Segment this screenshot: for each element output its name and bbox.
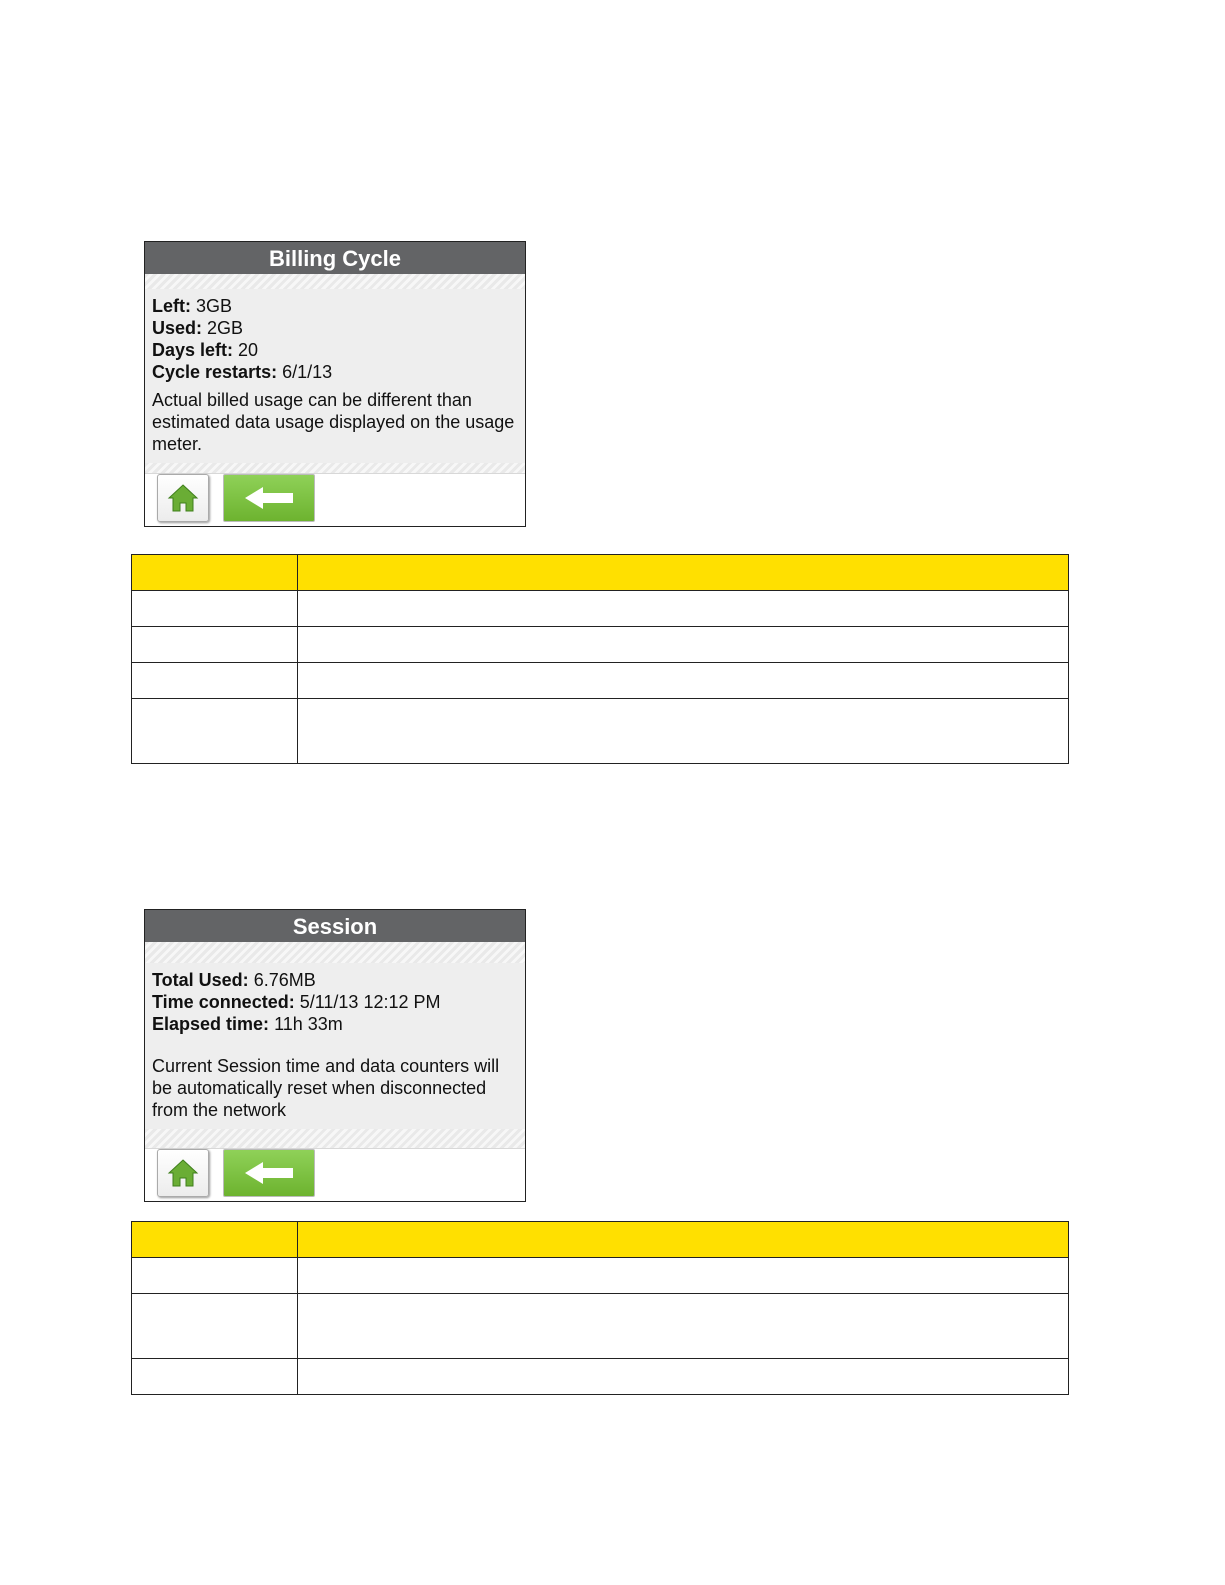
- left-field: Left: 3GB: [152, 296, 233, 316]
- screen-footer: [145, 1148, 525, 1201]
- used-field: Used: 2GB: [152, 318, 244, 338]
- back-button[interactable]: [223, 474, 315, 522]
- days-left-field: Days left: 20: [152, 340, 259, 360]
- total-used-field: Total Used: 6.76MB: [152, 970, 316, 990]
- divider: [145, 942, 525, 963]
- table-header-row: [132, 555, 1069, 591]
- divider: [145, 274, 525, 289]
- table-cell: [132, 1258, 298, 1294]
- table-header-row: [132, 1222, 1069, 1258]
- billing-info-table: [131, 554, 1069, 764]
- table-cell: [298, 627, 1069, 663]
- table-cell: [298, 591, 1069, 627]
- session-info-table: [131, 1221, 1069, 1395]
- home-button[interactable]: [157, 474, 209, 522]
- divider: [145, 1129, 525, 1148]
- table-cell: [298, 1294, 1069, 1359]
- table-row: [132, 1258, 1069, 1294]
- table-row: [132, 1294, 1069, 1359]
- usage-note: Actual billed usage can be different than estimated data usage displayed on the usage meter.: [152, 390, 515, 454]
- divider: [145, 463, 525, 473]
- table-header-cell: [298, 1222, 1069, 1258]
- table-row: [132, 699, 1069, 764]
- table-cell: [132, 699, 298, 764]
- table-cell: [298, 699, 1069, 764]
- session-screen: [144, 909, 526, 1202]
- table-cell: [298, 1258, 1069, 1294]
- table-cell: [298, 1359, 1069, 1395]
- back-button[interactable]: [223, 1149, 315, 1197]
- back-arrow-icon: [243, 1160, 295, 1186]
- table-cell: [132, 1294, 298, 1359]
- table-header-cell: [132, 1222, 298, 1258]
- screen-title: Session: [145, 910, 525, 942]
- table-cell: [298, 663, 1069, 699]
- table-header-cell: [298, 555, 1069, 591]
- table-row: [132, 627, 1069, 663]
- back-arrow-icon: [243, 485, 295, 511]
- table-row: [132, 663, 1069, 699]
- home-icon: [167, 1158, 199, 1188]
- table-header-cell: [132, 555, 298, 591]
- screen-body: [145, 963, 525, 1129]
- table-row: [132, 1359, 1069, 1395]
- time-connected-field: Time connected: 5/11/13 12:12 PM: [152, 992, 441, 1012]
- screen-title: Billing Cycle: [145, 242, 525, 274]
- session-note: Current Session time and data counters will be automatically reset when disconnected from the network: [152, 1056, 500, 1120]
- screen-body: [145, 289, 525, 463]
- table-cell: [132, 1359, 298, 1395]
- table-row: [132, 591, 1069, 627]
- home-button[interactable]: [157, 1149, 209, 1197]
- table-cell: [132, 627, 298, 663]
- home-icon: [167, 483, 199, 513]
- elapsed-time-field: Elapsed time: 11h 33m: [152, 1014, 343, 1034]
- table-cell: [132, 663, 298, 699]
- table-cell: [132, 591, 298, 627]
- billing-cycle-screen: [144, 241, 526, 527]
- screen-footer: [145, 473, 525, 526]
- cycle-restarts-field: Cycle restarts: 6/1/13: [152, 362, 333, 382]
